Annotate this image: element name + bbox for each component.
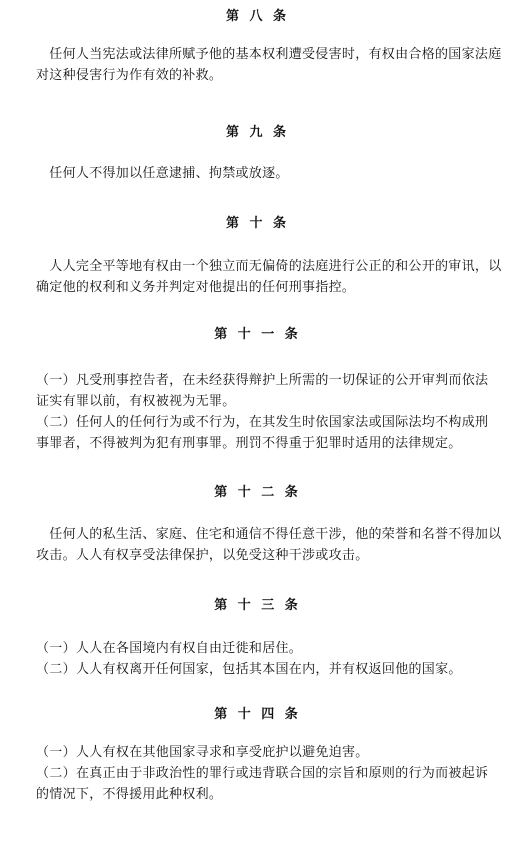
item-text: 人人有权在其他国家寻求和享受庇护以避免迫害。 [76, 745, 369, 760]
text-line [36, 763, 502, 784]
item-number: （一） [36, 373, 76, 388]
article-8-heading: 第 八 条 [225, 9, 290, 24]
article-14-item-2 [36, 763, 502, 805]
text-line: 任何人不得加以任意逮捕、拘禁或放逐。 [36, 166, 289, 181]
item-text: 人人有权离开任何国家，包括其本国在内，并有权返回他的国家。 [76, 662, 462, 677]
article-11-heading: 第 十 一 条 [214, 327, 301, 342]
text-line: 确定他的权利和义务并判定对他提出的任何刑事指控。 [36, 280, 356, 295]
text-line: 证实有罪以前，有权被视为无罪。 [36, 394, 236, 409]
article-12-text [36, 524, 502, 566]
article-14-heading: 第 十 四 条 [214, 707, 301, 722]
article-10-text [36, 256, 502, 298]
text-line: 事罪者，不得被判为犯有刑事罪。刑罚不得重于犯罪时适用的法律规定。 [36, 436, 462, 451]
text-line: 任何人当宪法或法律所赋予他的基本权利遭受侵害时，有权由合格的国家法庭 [36, 47, 502, 62]
article-11-item-1 [36, 370, 502, 412]
article-13-heading: 第 十 三 条 [214, 598, 301, 613]
article-9-text [36, 163, 502, 184]
text-line [36, 412, 502, 433]
article-11-item-2 [36, 412, 502, 454]
item-number: （二） [36, 766, 76, 781]
item-text: 任何人的任何行为或不行为，在其发生时依国家法或国际法均不构成刑 [76, 415, 489, 430]
item-text: 凡受刑事控告者，在未经获得辩护上所需的一切保证的公开审判而依法 [76, 373, 489, 388]
item-number: （二） [36, 662, 76, 677]
item-text: 在真正由于非政治性的罪行或违背联合国的宗旨和原则的行为而被起诉 [76, 766, 489, 781]
text-line [36, 742, 502, 763]
item-number: （二） [36, 415, 76, 430]
article-10-heading: 第 十 条 [225, 216, 290, 231]
text-line: 对这种侵害行为作有效的补救。 [36, 68, 223, 83]
article-13-item-2 [36, 659, 502, 680]
text-line: 攻击。人人有权享受法律保护，以免受这种干涉或攻击。 [36, 548, 369, 563]
article-9-heading: 第 九 条 [225, 125, 290, 140]
text-line: 任何人的私生活、家庭、住宅和通信不得任意干涉，他的荣誉和名誉不得加以 [36, 527, 502, 542]
text-line [36, 659, 502, 680]
item-number: （一） [36, 641, 76, 656]
item-number: （一） [36, 745, 76, 760]
text-line [36, 638, 502, 659]
article-13-item-1 [36, 638, 502, 659]
item-text: 人人在各国境内有权自由迁徙和居住。 [76, 641, 303, 656]
article-12-heading: 第 十 二 条 [214, 485, 301, 500]
text-line: 的情况下，不得援用此种权利。 [36, 787, 223, 802]
text-line: 人人完全平等地有权由一个独立而无偏倚的法庭进行公正的和公开的审讯，以 [36, 259, 502, 274]
article-14-item-1 [36, 742, 502, 763]
text-line [36, 370, 502, 391]
article-8-text [36, 44, 502, 86]
